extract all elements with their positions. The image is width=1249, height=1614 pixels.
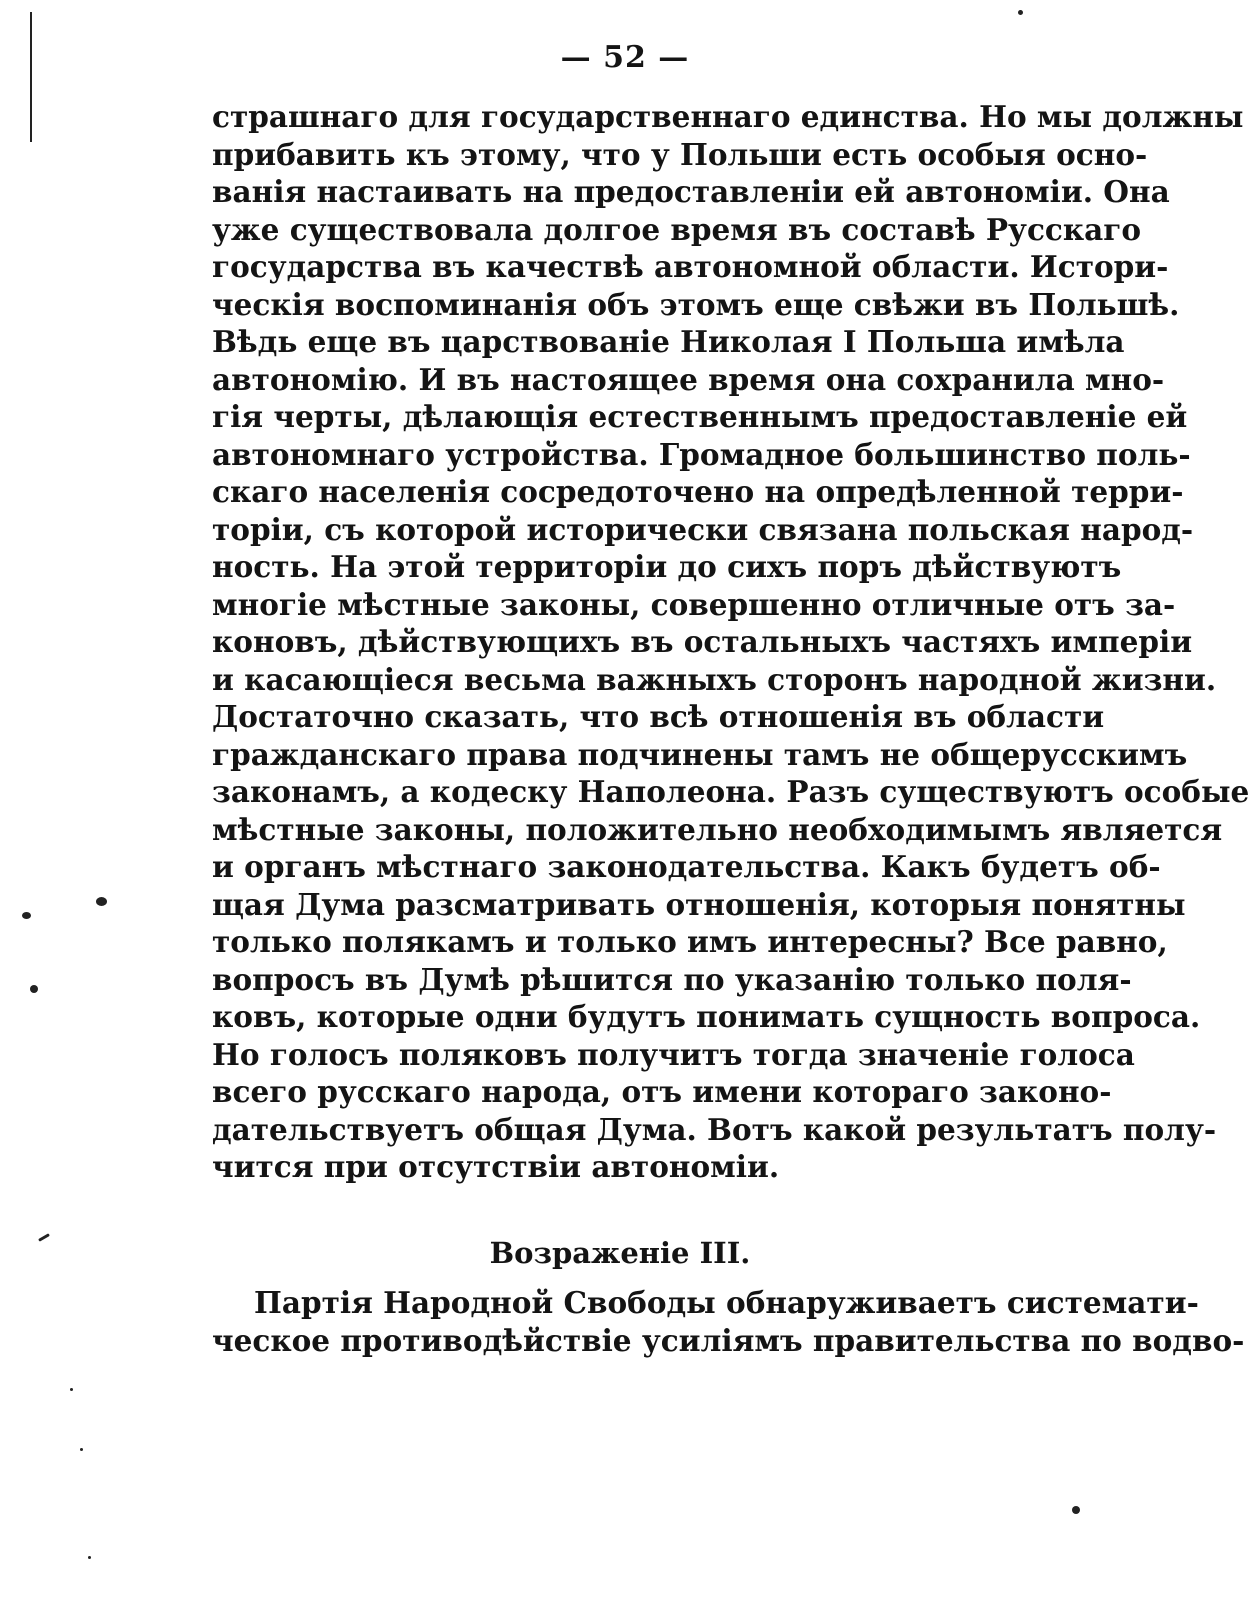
text-line: щая Дума разсматривать отношенія, которыя понятны bbox=[212, 886, 1186, 922]
scan-speck bbox=[1018, 10, 1023, 15]
text-line: уже существовала долгое время въ составѣ Русскаго bbox=[212, 211, 1142, 247]
margin-rule bbox=[30, 12, 32, 142]
text-line: прибавить къ этому, что у Польши есть особыя осно- bbox=[212, 136, 1148, 172]
scan-speck bbox=[88, 1556, 91, 1559]
scan-speck bbox=[1072, 1506, 1080, 1514]
text-line: скаго населенія сосредоточено на опредѣленной терри- bbox=[212, 474, 1184, 509]
text-line: страшнаго для государственнаго единства. Но мы должны bbox=[212, 99, 1244, 134]
scan-speck bbox=[38, 1233, 50, 1242]
text-line: автономію. И въ настоящее время она сохранила мно- bbox=[212, 361, 1165, 397]
text-line: торіи, съ которой исторически связана польская народ- bbox=[212, 511, 1194, 547]
scan-speck bbox=[22, 912, 31, 919]
text-line: и касающіеся весьма важныхъ сторонъ народной жизни. bbox=[212, 661, 1217, 697]
text-line: коновъ, дѣйствующихъ въ остальныхъ частяхъ имперіи bbox=[212, 624, 1193, 659]
text-line: многіе мѣстные законы, совершенно отличные отъ за- bbox=[212, 586, 1176, 622]
text-line: дательствуетъ общая Дума. Вотъ какой результатъ полу- bbox=[212, 1111, 1217, 1147]
text-line: Партія Народной Свободы обнаруживаетъ системати- bbox=[254, 1285, 1199, 1320]
scan-speck bbox=[70, 1388, 73, 1391]
section-paragraph bbox=[212, 1284, 1245, 1359]
text-line: ческія воспоминанія объ этомъ еще свѣжи въ Польшѣ. bbox=[212, 286, 1180, 322]
text-line: Вѣдь еще въ царствованіе Николая I Польша имѣла bbox=[212, 324, 1125, 359]
section-heading: Возраженіе III. bbox=[489, 1236, 751, 1270]
text-line: Достаточно сказать, что всѣ отношенія въ области bbox=[212, 699, 1105, 734]
text-line: ванія настаивать на предоставленіи ей автономіи. Она bbox=[212, 174, 1170, 209]
text-line: ность. На этой территоріи до сихъ поръ дѣйствуютъ bbox=[212, 549, 1122, 584]
text-line: Но голосъ поляковъ получитъ тогда значеніе голоса bbox=[212, 1036, 1135, 1072]
text-line: всего русскаго народа, отъ имени котораго законо- bbox=[212, 1074, 1112, 1109]
page-number: — 52 — bbox=[560, 40, 690, 75]
text-line: автономнаго устройства. Громадное большинство поль- bbox=[212, 436, 1191, 472]
text-line: гражданскаго права подчинены тамъ не общерусскимъ bbox=[212, 736, 1188, 772]
scan-speck bbox=[80, 1448, 83, 1451]
scan-speck bbox=[30, 985, 38, 993]
text-line: ковъ, которые одни будутъ понимать сущность вопроса. bbox=[212, 999, 1201, 1034]
text-line: законамъ, а кодеску Наполеона. Разъ существуютъ особые bbox=[212, 774, 1249, 809]
text-line: гія черты, дѣлающія естественнымъ предоставленіе ей bbox=[212, 399, 1188, 434]
body-paragraph bbox=[212, 98, 1249, 1186]
text-line: только полякамъ и только имъ интересны? Все равно, bbox=[212, 924, 1168, 959]
text-line: государства въ качествѣ автономной области. Истори- bbox=[212, 249, 1169, 284]
text-line: ческое противодѣйствіе усиліямъ правительства по водво- bbox=[212, 1322, 1245, 1358]
text-line: мѣстные законы, положительно необходимымъ является bbox=[212, 811, 1223, 847]
text-line: и органъ мѣстнаго законодательства. Какъ будетъ об- bbox=[212, 849, 1161, 884]
scan-speck bbox=[96, 897, 107, 906]
text-line: чится при отсутствіи автономіи. bbox=[212, 1149, 780, 1184]
text-line: вопросъ въ Думѣ рѣшится по указанію только поля- bbox=[212, 961, 1132, 997]
